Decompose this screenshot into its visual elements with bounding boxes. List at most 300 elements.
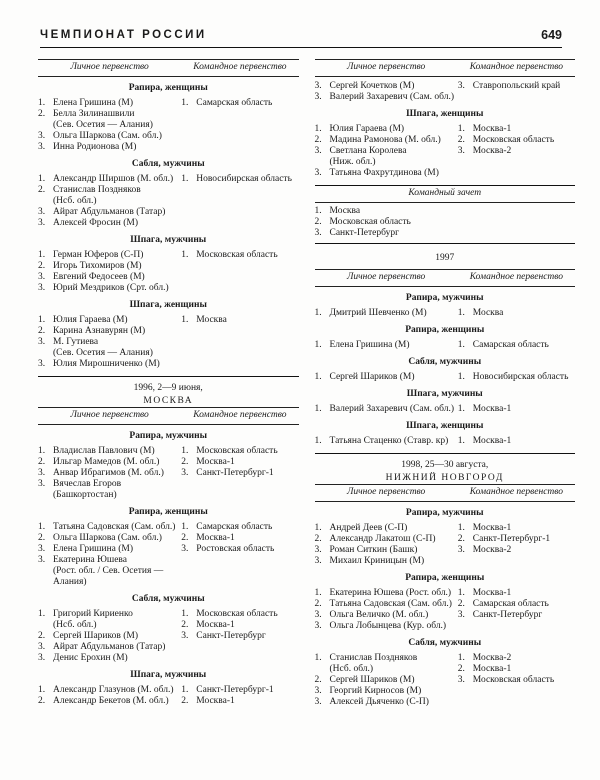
entry-rank: 3. (314, 228, 322, 238)
entry-name-line: Алексей Фросин (М) (53, 218, 138, 228)
result-entry (315, 146, 455, 168)
page-title: ЧЕМПИОНАТ РОССИИ (40, 29, 207, 41)
weapon-section (315, 508, 576, 567)
entry-name (473, 404, 575, 415)
entry-rank: 3. (38, 544, 46, 554)
entry-rank: 1. (314, 372, 322, 382)
entry-name-line: Георгий Кирносов (М) (329, 686, 422, 696)
entry-name-line: М. Гутиева (53, 337, 99, 347)
entry-rank: 3. (38, 468, 46, 478)
date-city-line: МОСКВА (143, 396, 194, 406)
entry-name-line: Москва-2 (472, 653, 512, 663)
result-entry (315, 81, 455, 92)
entry-name-line: Москва-1 (196, 696, 235, 706)
entry-name-line: Татьяна Садовская (Сам. обл.) (53, 522, 176, 532)
result-entry (315, 523, 455, 534)
entry-name-line: Григорий Кириенко (53, 609, 133, 619)
entry-rank: 3. (38, 142, 46, 152)
weapon-title: Сабля, мужчины (408, 357, 482, 367)
weapon-title: Шпага, женщины (406, 109, 484, 119)
result-entry (38, 522, 178, 533)
result-entry (181, 609, 298, 620)
entry-rank: 3. (38, 218, 46, 228)
entry-name-line: Сергей Кочетков (М) (329, 81, 415, 91)
entry-name-line: Екатерина Юшева (Рост. обл.) (329, 588, 452, 598)
weapon-section (315, 357, 576, 383)
result-entry (38, 174, 178, 185)
entry-rank: 3. (314, 556, 322, 566)
entry-name-line: Анвар Ибрагимов (М. обл.) (53, 468, 164, 478)
weapon-results (38, 174, 299, 229)
result-entry (38, 142, 178, 153)
entry-name-line: Александр Лакатош (С-П) (329, 534, 436, 544)
entry-rank: 3. (314, 146, 322, 156)
weapon-section (315, 573, 576, 632)
entry-name-line: Юлия Гараева (М) (53, 315, 128, 325)
entry-rank: 2. (457, 599, 465, 609)
weapon-results (315, 404, 576, 415)
entry-rank: 1. (457, 653, 465, 663)
weapon-section (38, 594, 299, 664)
result-entry (315, 610, 455, 621)
weapon-results (315, 372, 576, 383)
result-entry (38, 446, 178, 457)
entry-rank: 1. (181, 685, 189, 695)
result-entry (315, 217, 576, 228)
entry-name (330, 599, 455, 610)
entry-rank: 1. (181, 522, 189, 532)
entry-name (473, 135, 575, 146)
team-results (181, 446, 298, 501)
entry-name-line: Юлия Мирошниченко (М) (53, 359, 160, 369)
entry-rank: 3. (457, 610, 465, 620)
result-entry (38, 185, 178, 207)
entry-name-line: Самарская область (196, 98, 273, 108)
result-entry (181, 631, 298, 642)
weapon-section (315, 421, 576, 447)
entry-name-line: (Рост. обл. / Сев. Осетия — (53, 566, 164, 576)
team-results (458, 436, 575, 447)
weapon-results (38, 315, 299, 370)
result-entry (315, 124, 455, 135)
result-entry (315, 340, 455, 351)
team-results (181, 609, 298, 664)
entry-name (196, 174, 298, 185)
entry-name-line: Валерий Захаревич (Сам. обл.) (329, 404, 454, 414)
result-entry (181, 98, 298, 109)
entry-rank: 3. (38, 283, 46, 293)
team-results (181, 250, 298, 294)
entry-name (330, 697, 455, 708)
entry-name (196, 631, 298, 642)
team-results (458, 372, 575, 383)
result-entry (38, 642, 178, 653)
result-entry (315, 92, 455, 103)
entry-rank: 1. (457, 588, 465, 598)
entry-name (473, 610, 575, 621)
entry-name (473, 664, 575, 675)
team-header-label: Командное первенство (469, 62, 564, 72)
result-entry (458, 308, 575, 319)
entry-name-line: Московская область (196, 446, 278, 456)
result-entry (458, 664, 575, 675)
weapon-title: Сабля, мужчины (131, 159, 205, 169)
result-entry (315, 599, 455, 610)
entry-name-line: Санкт-Петербург-1 (196, 685, 274, 695)
personal-results (315, 372, 458, 383)
result-entry (38, 685, 178, 696)
entry-rank: 3. (38, 131, 46, 141)
entry-name (330, 217, 576, 228)
weapon-title: Рапира, мужчины (129, 431, 208, 441)
entry-name-line: Станислав Поздняков (329, 653, 418, 663)
personal-results (315, 340, 458, 351)
entry-rank: 1. (314, 404, 322, 414)
personal-results (315, 653, 458, 708)
entry-name-line: Екатерина Юшева (53, 555, 127, 565)
entry-rank: 1. (314, 653, 322, 663)
entry-name-line: Новосибирская область (196, 174, 292, 184)
entry-name-line: Санкт-Петербург (329, 228, 400, 238)
result-entry (181, 457, 298, 468)
result-entry (181, 620, 298, 631)
entry-name-line: Ильгар Мамедов (М. обл.) (53, 457, 160, 467)
result-entry (315, 653, 455, 675)
result-entry (315, 404, 455, 415)
page-content (38, 59, 575, 708)
entry-name-line: Александр Бекетов (М. обл.) (53, 696, 169, 706)
entry-name-line: Александр Ширшов (М. обл.) (53, 174, 174, 184)
weapon-title: Рапира, женщины (405, 325, 485, 335)
entry-name (330, 436, 455, 447)
entry-name (473, 675, 575, 686)
entry-name (473, 588, 575, 599)
entry-rank: 3. (457, 545, 465, 555)
entry-name-line: Юрий Мездриков (Срт. обл.) (53, 283, 169, 293)
result-entry (315, 675, 455, 686)
entry-name-line: Санкт-Петербург-1 (472, 534, 551, 544)
entry-name-line: Герман Юферов (С-П) (53, 250, 144, 260)
entry-name-line: Самарская область (472, 340, 549, 350)
entry-name-line: Сергей Шариков (М) (329, 675, 415, 685)
entry-name (53, 326, 178, 337)
entry-name (330, 610, 455, 621)
entry-name (196, 696, 298, 707)
entry-rank: 3. (314, 697, 322, 707)
entry-name-line: Айрат Абдульманов (Татар) (53, 207, 166, 217)
entry-name-line: Москва-1 (472, 404, 512, 414)
column-left (38, 59, 299, 708)
entry-rank: 2. (38, 185, 46, 195)
entry-rank: 1. (457, 308, 465, 318)
column-header (315, 269, 576, 287)
entry-name (330, 588, 455, 599)
entry-name-line: (Нсб. обл.) (53, 196, 97, 206)
entry-name-line: Александр Глазунов (М. обл.) (53, 685, 174, 695)
result-entry (181, 533, 298, 544)
weapon-title: Рапира, мужчины (405, 293, 484, 303)
entry-name-line: Елена Гришина (М) (53, 544, 134, 554)
entry-name (53, 555, 178, 588)
entry-name-line: Владислав Павлович (М) (53, 446, 155, 456)
result-entry (38, 544, 178, 555)
entry-rank: 3. (181, 631, 189, 641)
weapon-title: Шпага, мужчины (130, 670, 207, 680)
weapon-results (38, 250, 299, 294)
entry-name-line: Юлия Гараева (М) (329, 124, 405, 134)
personal-results (38, 522, 181, 588)
entry-rank: 3. (181, 468, 189, 478)
entry-rank: 2. (457, 664, 465, 674)
result-entry (38, 326, 178, 337)
entry-name-line: Инна Родионова (М) (53, 142, 137, 152)
personal-results (315, 523, 458, 567)
entry-name (473, 545, 575, 556)
entry-name-line: Московская область (196, 250, 278, 260)
result-entry (315, 436, 455, 447)
entry-name-line: Ольга Шаркова (Сам. обл.) (53, 533, 162, 543)
result-entry (315, 697, 455, 708)
entry-name-line: Санкт-Петербург (472, 610, 543, 620)
entry-name-line: (Нсб. обл.) (329, 664, 374, 674)
entry-name (330, 372, 455, 383)
entry-name (330, 523, 455, 534)
weapon-results (315, 124, 576, 179)
entry-name-line: Самарская область (196, 522, 273, 532)
entry-rank: 3. (457, 81, 465, 91)
entry-rank: 2. (314, 217, 322, 227)
entry-rank: 1. (38, 522, 46, 532)
personal-results (38, 609, 181, 664)
entry-rank: 2. (181, 696, 189, 706)
entry-name-line: Елена Гришина (М) (329, 340, 410, 350)
entry-name (330, 81, 455, 92)
entry-name (473, 599, 575, 610)
entry-name (330, 404, 455, 415)
entry-name (53, 642, 178, 653)
weapon-results (315, 308, 576, 319)
team-results (458, 308, 575, 319)
personal-header-label: Личное первенство (346, 487, 426, 497)
entry-rank: 3. (314, 621, 322, 631)
team-summary-items (315, 203, 576, 243)
result-entry (38, 131, 178, 142)
entry-name (53, 207, 178, 218)
result-entry (38, 555, 178, 588)
entry-name (473, 534, 575, 545)
weapon-results (38, 446, 299, 501)
entry-rank: 2. (38, 457, 46, 467)
result-entry (181, 446, 298, 457)
entry-name (196, 544, 298, 555)
entry-rank: 1. (181, 250, 189, 260)
entry-rank: 1. (457, 523, 465, 533)
weapon-results (38, 609, 299, 664)
weapon-results (315, 523, 576, 567)
result-entry (181, 685, 298, 696)
entry-name (53, 218, 178, 229)
entry-name (473, 523, 575, 534)
personal-results (38, 685, 181, 707)
entry-rank: 1. (457, 372, 465, 382)
entry-name (473, 124, 575, 135)
entry-name (330, 675, 455, 686)
entry-name (196, 685, 298, 696)
entry-rank: 3. (314, 92, 322, 102)
weapon-title: Шпага, мужчины (130, 235, 207, 245)
entry-name (53, 283, 178, 294)
personal-results (315, 404, 458, 415)
entry-rank: 1. (181, 609, 189, 619)
entry-rank: 1. (38, 174, 46, 184)
team-results (181, 685, 298, 707)
entry-name (53, 479, 178, 501)
entry-name-line: Москва-2 (472, 545, 512, 555)
entry-name-line: Станислав Поздняков (53, 185, 141, 195)
entry-name-line: Московская область (472, 675, 555, 685)
entry-name-line: Москва-2 (472, 146, 512, 156)
entry-name (473, 340, 575, 351)
result-entry (38, 533, 178, 544)
entry-name (53, 261, 178, 272)
entry-name-line: Новосибирская область (472, 372, 569, 382)
team-header-label: Командное первенство (193, 410, 287, 420)
result-entry (38, 218, 178, 229)
entry-name (53, 315, 178, 326)
weapon-section (38, 507, 299, 588)
result-entry (315, 588, 455, 599)
weapon-results (315, 81, 576, 103)
team-results (181, 315, 298, 370)
entry-name-line: Андрей Деев (С-П) (329, 523, 408, 533)
entry-name-line: Московская область (472, 135, 555, 145)
result-entry (181, 315, 298, 326)
entry-rank: 2. (38, 631, 46, 641)
entry-name-line: Татьяна Стаценко (Ставр. кр) (329, 436, 449, 446)
team-results (458, 588, 575, 632)
entry-name-line: Игорь Тихомиров (М) (53, 261, 142, 271)
entry-rank: 2. (38, 533, 46, 543)
entry-name (53, 250, 178, 261)
result-entry (315, 168, 455, 179)
result-entry (315, 308, 455, 319)
entry-name (53, 631, 178, 642)
result-entry (458, 599, 575, 610)
result-entry (38, 696, 178, 707)
team-results (458, 340, 575, 351)
entry-name (53, 174, 178, 185)
team-header-label: Командное первенство (469, 272, 564, 282)
weapon-title: Шпага, женщины (406, 421, 484, 431)
entry-rank: 3. (38, 272, 46, 282)
entry-name-line: Москва (472, 308, 504, 318)
entry-name (330, 653, 455, 675)
entry-rank: 3. (38, 337, 46, 347)
result-entry (38, 337, 178, 359)
result-entry (458, 81, 575, 92)
entry-name (330, 534, 455, 545)
result-entry (458, 340, 575, 351)
result-entry (38, 207, 178, 218)
entry-name (196, 533, 298, 544)
entry-rank: 2. (38, 326, 46, 336)
entry-name-line: Елена Гришина (М) (53, 98, 134, 108)
entry-name-line: Москва-1 (196, 533, 235, 543)
result-entry (181, 522, 298, 533)
entry-name (53, 533, 178, 544)
entry-rank: 1. (38, 446, 46, 456)
result-entry (315, 621, 455, 632)
entry-rank: 3. (38, 642, 46, 652)
weapon-section (315, 389, 576, 415)
date-line: 1996, 2—9 июня, (133, 383, 203, 393)
weapon-section (38, 300, 299, 370)
entry-rank: 3. (457, 146, 465, 156)
entry-name (330, 206, 576, 217)
weapon-results (315, 340, 576, 351)
entry-name (196, 620, 298, 631)
entry-name-line: (Ниж. обл.) (329, 157, 376, 167)
result-entry (315, 206, 576, 217)
weapon-section (315, 293, 576, 319)
entry-name (53, 457, 178, 468)
entry-name (330, 228, 576, 239)
entry-rank: 1. (457, 404, 465, 414)
weapon-results (38, 685, 299, 707)
result-entry (38, 109, 178, 131)
entry-name (53, 185, 178, 207)
team-results (458, 523, 575, 567)
entry-rank: 2. (314, 599, 322, 609)
entry-name (196, 250, 298, 261)
result-entry (458, 146, 575, 157)
weapon-results (315, 436, 576, 447)
year-heading: 1997 (435, 253, 455, 263)
entry-name-line: Московская область (196, 609, 278, 619)
entry-name (53, 109, 178, 131)
entry-rank: 3. (38, 207, 46, 217)
entry-rank: 3. (314, 545, 322, 555)
entry-name-line: Санкт-Петербург-1 (196, 468, 274, 478)
entry-name (53, 359, 178, 370)
entry-rank: 1. (181, 174, 189, 184)
weapon-section (315, 638, 576, 708)
entry-rank: 1. (314, 588, 322, 598)
entry-name-line: Роман Ситкин (Башк) (329, 545, 418, 555)
personal-results (38, 250, 181, 294)
entry-name (196, 468, 298, 479)
entry-name (330, 135, 455, 146)
result-entry (458, 436, 575, 447)
entry-name-line: Татьяна Садовская (Сам. обл.) (329, 599, 452, 609)
entry-rank: 2. (181, 533, 189, 543)
entry-name-line: Сергей Шариков (М) (53, 631, 139, 641)
entry-name (196, 609, 298, 620)
entry-name-line: Алания) (53, 577, 87, 587)
entry-rank: 3. (38, 555, 46, 565)
weapon-title: Сабля, мужчины (408, 638, 482, 648)
entry-name (53, 544, 178, 555)
entry-rank: 3. (314, 81, 322, 91)
entry-name-line: Айрат Абдульманов (Татар) (53, 642, 166, 652)
entry-name-line: Санкт-Петербург (196, 631, 266, 641)
entry-name (473, 653, 575, 664)
entry-name-line: (Сев. Осетия — Алания) (53, 120, 153, 130)
entry-name-line: Татьяна Фахрутдинова (М) (329, 168, 439, 178)
entry-name-line: (Нсб. обл.) (53, 620, 97, 630)
entry-name-line: Мадина Рамонова (М. обл.) (329, 135, 441, 145)
personal-header-label: Личное первенство (346, 62, 426, 72)
